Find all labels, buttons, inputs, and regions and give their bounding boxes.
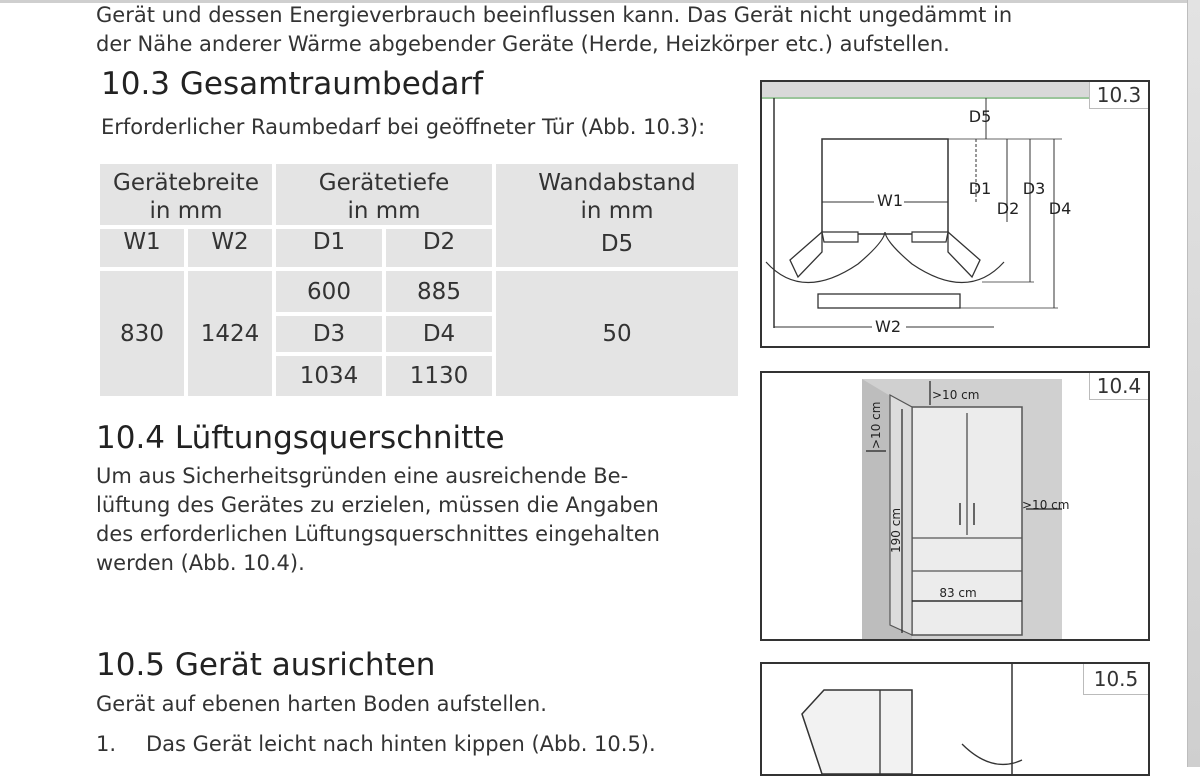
figure-10-4-label: 10.4 xyxy=(1089,373,1148,400)
header-w2: W2 xyxy=(188,229,272,267)
list-item-1: Das Gerät leicht nach hinten kippen (Abb. 10.5). xyxy=(146,732,656,756)
label-d5: D5 xyxy=(968,107,992,126)
header-geraetebreite-line1: Gerätebreite xyxy=(113,170,259,196)
wall-hatch xyxy=(762,82,1092,98)
header-d3: D3 xyxy=(276,316,382,352)
header-geraetetiefe xyxy=(276,164,492,225)
header-wandabstand-line1: Wandabstand xyxy=(538,170,696,196)
right-door xyxy=(948,232,980,277)
figure-10-4-drawing xyxy=(762,373,1148,639)
header-geraetetiefe-line2: in mm xyxy=(347,198,421,224)
value-d1: 600 xyxy=(276,271,382,312)
figure-10-3-label: 10.3 xyxy=(1089,82,1148,109)
value-d2: 885 xyxy=(386,271,492,312)
intro-line-1: Gerät und dessen Energieverbrauch beeinflussen kann. Das Gerät nicht ungedämmt in xyxy=(96,3,1013,27)
tilt-hint xyxy=(962,744,1022,764)
text-10-4-line-3: des erforderlichen Lüftungsquerschnittes eingehalten xyxy=(96,522,660,546)
header-wandabstand xyxy=(496,164,738,267)
value-d3: 1034 xyxy=(276,356,382,396)
fridge-plinth xyxy=(818,294,960,308)
text-10-5: Gerät auf ebenen harten Boden aufstellen. xyxy=(96,692,547,716)
header-wandabstand-line2: in mm xyxy=(580,198,654,224)
header-d2: D2 xyxy=(386,229,492,267)
figure-10-5 xyxy=(760,662,1150,776)
label-top-gap: >10 cm xyxy=(932,388,980,402)
value-d4: 1130 xyxy=(386,356,492,396)
intro-line-2: der Nähe anderer Wärme abgebender Geräte (Herde, Heizkörper etc.) aufstellen. xyxy=(96,32,950,56)
text-10-4-line-4: werden (Abb. 10.4). xyxy=(96,551,305,575)
label-d4: D4 xyxy=(1048,199,1072,218)
left-door-inner xyxy=(822,232,858,242)
figure-10-5-label: 10.5 xyxy=(1083,664,1148,695)
label-width: 83 cm xyxy=(939,586,977,600)
right-door-inner xyxy=(912,232,948,242)
figure-10-3-drawing xyxy=(762,82,1148,346)
heading-10-5: 10.5 Gerät ausrichten xyxy=(96,647,436,683)
label-w2: W2 xyxy=(875,317,901,336)
fridge-body xyxy=(822,139,948,234)
tilted-fridge xyxy=(802,690,912,774)
header-d5: D5 xyxy=(600,231,634,257)
header-geraetetiefe-line1: Gerätetiefe xyxy=(318,170,450,196)
label-d3: D3 xyxy=(1022,179,1046,198)
value-w2: 1424 xyxy=(188,271,272,396)
label-w1: W1 xyxy=(877,191,903,210)
figure-10-4 xyxy=(760,371,1150,641)
heading-10-3: 10.3 Gesamtraumbedarf xyxy=(101,66,484,102)
text-10-4-line-2: lüftung des Gerätes zu erzielen, müssen die Angaben xyxy=(96,493,659,517)
label-side-gap: >10 cm xyxy=(869,401,883,449)
label-d2: D2 xyxy=(996,199,1020,218)
label-right-gap: >10 cm xyxy=(1022,498,1070,512)
text-10-3: Erforderlicher Raumbedarf bei geöffneter Tür (Abb. 10.3): xyxy=(101,115,706,139)
figure-10-3 xyxy=(760,80,1150,348)
header-d4: D4 xyxy=(386,316,492,352)
label-height: 190 cm xyxy=(889,507,903,553)
left-door xyxy=(790,232,822,277)
dimensions-table xyxy=(96,160,742,400)
value-w1: 830 xyxy=(100,271,184,396)
label-d1: D1 xyxy=(968,179,992,198)
header-geraetebreite xyxy=(100,164,272,225)
value-d5: 50 xyxy=(496,271,738,396)
header-d1: D1 xyxy=(276,229,382,267)
header-w1: W1 xyxy=(100,229,184,267)
viewer-scrollbar[interactable] xyxy=(1187,0,1200,767)
heading-10-4: 10.4 Lüftungsquerschnitte xyxy=(96,420,505,456)
text-10-4-line-1: Um aus Sicherheitsgründen eine ausreichende Be- xyxy=(96,464,629,488)
header-geraetebreite-line2: in mm xyxy=(149,198,223,224)
list-number-1: 1. xyxy=(96,732,117,756)
